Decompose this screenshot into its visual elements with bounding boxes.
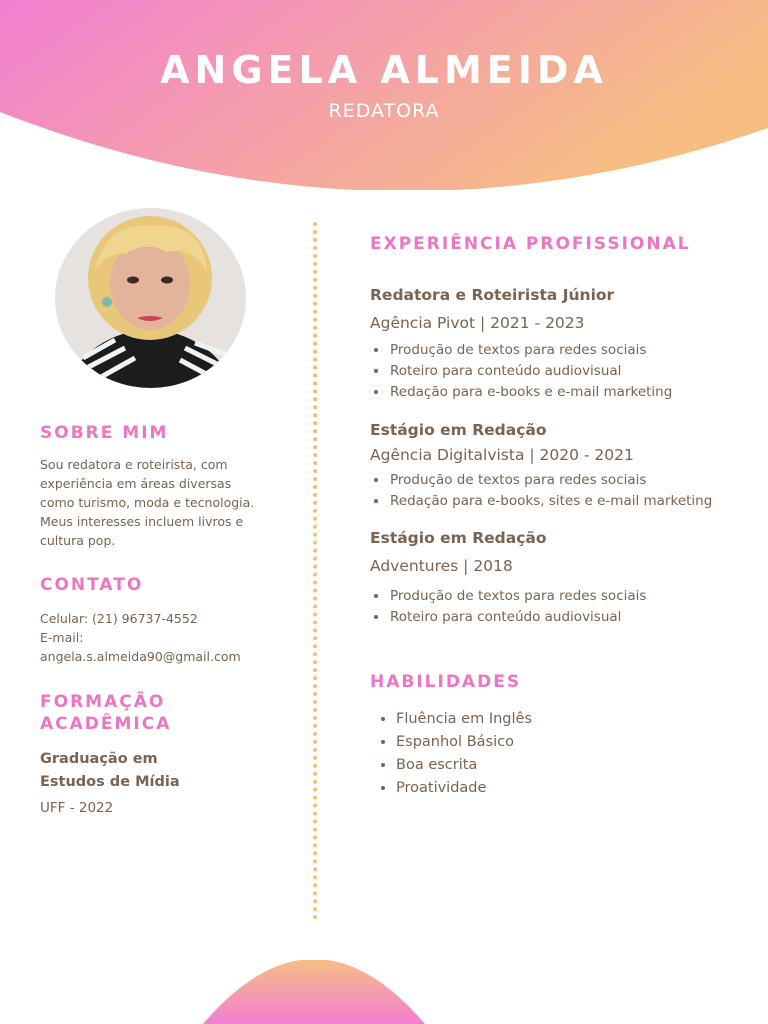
list-item: • Boa escrita	[396, 754, 532, 777]
job-2-title: Estágio em Redação	[370, 421, 547, 439]
list-item: • Redação para e-books e e-mail marketing	[389, 382, 672, 403]
list-item: • Roteiro para conteúdo audiovisual	[389, 607, 646, 628]
profile-photo	[55, 208, 246, 388]
list-item: • Redação para e-books, sites e e-mail marketing	[389, 491, 712, 512]
skills-title: HABILIDADES	[370, 672, 522, 692]
job-1-title: Redatora e Roteirista Júnior	[370, 286, 615, 304]
education-school: UFF - 2022	[40, 800, 114, 816]
education-degree-line2: Estudos de Mídia	[40, 774, 180, 790]
education-degree	[40, 748, 180, 794]
contact-block	[40, 609, 280, 666]
experience-title: EXPERIÊNCIA PROFISSIONAL	[370, 234, 691, 254]
resume-name: ANGELA ALMEIDA	[160, 48, 608, 92]
about-title: SOBRE MIM	[40, 423, 169, 443]
job-1-bullets	[371, 340, 672, 403]
education-title-line1: FORMAÇÃO	[40, 692, 166, 712]
job-2-bullets	[371, 470, 712, 512]
job-1-org: Agência Pivot | 2021 - 2023	[370, 314, 585, 332]
contact-email[interactable]: angela.s.almeida90@gmail.com	[40, 649, 241, 664]
list-item: • Proatividade	[396, 777, 532, 800]
contact-phone: Celular: (21) 96737-4552	[40, 611, 198, 626]
about-text: Sou redatora e roteirista, com experiência em áreas diversas como turismo, moda e tecnologia. Meus interesses incluem livros e cultura pop.	[40, 457, 255, 548]
skills-list	[378, 708, 532, 800]
list-item: • Produção de textos para redes sociais	[389, 340, 672, 361]
contact-title: CONTATO	[40, 575, 144, 595]
education-degree-line1: Graduação em	[40, 751, 158, 767]
list-item: • Produção de textos para redes sociais	[389, 586, 646, 607]
list-item: • Roteiro para conteúdo audiovisual	[389, 361, 672, 382]
column-divider	[313, 222, 317, 920]
education-title	[40, 691, 171, 735]
education-title-line2: ACADÊMICA	[40, 714, 172, 734]
job-2-org: Agência Digitalvista | 2020 - 2021	[370, 446, 634, 464]
footer-gradient-arc	[0, 960, 768, 1024]
list-item: • Produção de textos para redes sociais	[389, 470, 712, 491]
header-gradient-banner	[0, 0, 768, 190]
job-3-org: Adventures | 2018	[370, 557, 513, 575]
list-item: • Espanhol Básico	[396, 731, 532, 754]
list-item: • Fluência em Inglês	[396, 708, 532, 731]
resume-role: REDATORA	[328, 100, 440, 122]
job-3-bullets	[371, 586, 646, 628]
contact-email-label: E-mail:	[40, 630, 84, 645]
job-3-title: Estágio em Redação	[370, 529, 547, 547]
